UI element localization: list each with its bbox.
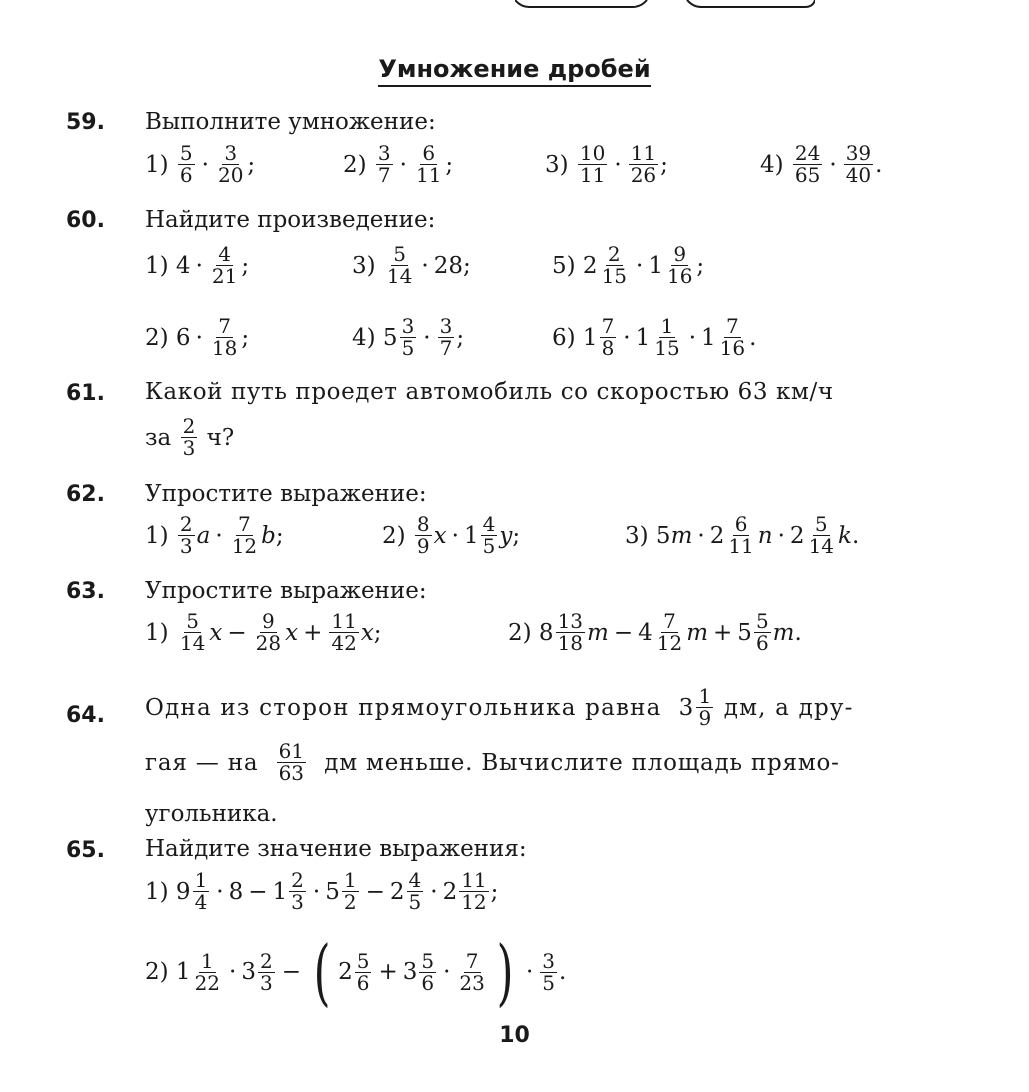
p59-item-2: 2) $\frac{3}{7}$ · $\frac{6}{11}$ ; [343,141,454,187]
problem-number-59: 59. [66,110,105,135]
fraction: $\frac{13}{18}$ [557,609,584,655]
problem-number-65: 65. [66,838,105,863]
fraction: $\frac{6}{11}$ [415,141,442,187]
fraction: $\frac{24}{65}$ [794,141,821,187]
problem-number-60: 60. [66,208,105,233]
fraction: $\frac{5}{6}$ [755,609,769,655]
fraction: $\frac{1}{22}$ [194,948,221,995]
fraction: $\frac{10}{11}$ [579,141,606,187]
fraction: $\frac{4}{5}$ [482,512,496,558]
fraction: $\frac{3}{5}$ [401,314,415,360]
problem-62-text: Упростите выражение: [145,481,427,507]
fraction: $\frac{6}{11}$ [728,512,754,558]
fraction: $\frac{1}{2}$ [343,868,357,914]
p59-item-4: 4) $\frac{24}{65}$ · $\frac{39}{40}$ . [760,141,883,187]
fraction: $\frac{11}{42}$ [331,609,357,655]
fraction: $\frac{3}{7}$ [439,314,453,360]
p62-item-2: 2) $\frac{8}{9}$ x · 1 $\frac{4}{5}$ y ; [382,512,521,558]
fraction: $\frac{3}{20}$ [217,141,244,187]
fraction: $\frac{7}{23}$ [459,948,485,995]
p65-item-1: 1) 9 $\frac{1}{4}$ · 8 − 1 $\frac{2}{3}$ · 5 $\frac{1}{2}$ − 2 $\frac{4}{5}$ · 2 $\frac{11}{12}$ ; [145,868,499,914]
page-number: 10 [499,1023,530,1048]
right-paren: ) [496,930,514,1014]
p65-item-2: 2) 1 $\frac{1}{22}$ · 3 $\frac{2}{3}$ − ( 2 $\frac{5}{6}$ + 3 $\frac{5}{6}$ · $\frac{7}{23}$ ) · $\frac{3}{5}$ . [145,930,567,1014]
fraction: $\frac{3}{5}$ [542,948,556,995]
fraction: $\frac{7}{12}$ [231,512,258,558]
fraction: $\frac{2}{3}$ [291,868,304,914]
fraction: $\frac{61}{63}$ [278,739,305,785]
fraction: $\frac{5}{6}$ [179,141,193,187]
problem-65-text: Найдите значение выражения: [145,836,527,862]
fraction: $\frac{5}{14}$ [386,242,413,288]
fraction: $\frac{5}{6}$ [421,948,435,995]
fraction: $\frac{4}{21}$ [211,242,238,288]
p60-item-5: 5) 2 $\frac{2}{15}$ · 1 $\frac{9}{16}$ ; [552,242,705,288]
fraction: $\frac{11}{12}$ [461,868,487,914]
problem-61-text-2: за $\frac{2}{3}$ ч? [145,414,235,460]
problem-number-62: 62. [66,482,105,507]
fraction: $\frac{1}{4}$ [194,868,208,914]
fraction: $\frac{2}{15}$ [601,242,628,288]
p60-item-6: 6) 1 $\frac{7}{8}$ · 1 $\frac{1}{15}$ · 1 $\frac{7}{16}$ . [552,314,757,360]
p62-item-3: 3) 5 m · 2 $\frac{6}{11}$ n · 2 $\frac{5}{14}$ k . [625,512,860,558]
fraction: $\frac{2}{3}$ [182,414,196,460]
p60-item-4: 4) 5 $\frac{3}{5}$ · $\frac{3}{7}$ ; [352,314,465,360]
fraction: $\frac{2}{3}$ [179,512,193,558]
problem-61-text: Какой путь проедет автомобиль со скоростью 63 км/ч [145,379,834,405]
fraction: $\frac{39}{40}$ [845,141,872,187]
fraction: $\frac{11}{26}$ [630,141,657,187]
problem-number-64: 64. [66,703,105,728]
problem-60-text: Найдите произведение: [145,207,436,233]
left-paren: ( [313,930,331,1014]
fraction: $\frac{7}{16}$ [719,314,746,360]
fraction: $\frac{5}{14}$ [808,512,835,558]
fraction: $\frac{7}{12}$ [656,609,683,655]
fraction: $\frac{7}{8}$ [601,314,615,360]
p62-item-1: 1) $\frac{2}{3}$ a · $\frac{7}{12}$ b ; [145,512,284,558]
fraction: $\frac{9}{16}$ [666,242,693,288]
p63-item-2: 2) 8 $\frac{13}{18}$ m − 4 $\frac{7}{12}$ m + 5 $\frac{5}{6}$ m . [508,609,802,655]
problem-64-line-2: гая — на $\frac{61}{63}$ дм меньше. Вычислите площадь прямо- [145,739,840,785]
problem-59-text: Выполните умножение: [145,109,436,135]
fraction: $\frac{8}{9}$ [416,512,430,558]
section-title: Умножение дробей [0,55,1029,83]
fraction: $\frac{1}{15}$ [654,314,680,360]
fraction: $\frac{5}{14}$ [179,609,206,655]
p60-item-2: 2) 6 · $\frac{7}{18}$ ; [145,314,250,360]
problem-64-line-3: угольника. [145,801,278,827]
problem-64-line-1: Одна из сторон прямоугольника равна 3 $\frac{1}{9}$ дм, а дру- [145,684,854,730]
p59-item-1: 1) $\frac{5}{6}$ · $\frac{3}{20}$ ; [145,141,256,187]
fraction: $\frac{3}{7}$ [377,141,391,187]
fraction: $\frac{7}{18}$ [211,314,238,360]
problem-number-61: 61. [66,381,105,406]
fraction: $\frac{4}{5}$ [408,868,422,914]
p60-item-3: 3) $\frac{5}{14}$ · 28; [352,242,471,288]
problem-number-63: 63. [66,579,105,604]
fraction: $\frac{2}{3}$ [259,948,273,995]
top-cutoff-decoration [515,0,815,8]
p59-item-3: 3) $\frac{10}{11}$ · $\frac{11}{26}$ ; [545,141,668,187]
p63-item-1: 1) $\frac{5}{14}$ x − $\frac{9}{28}$ x + $\frac{11}{42}$ x ; [145,609,382,655]
problem-63-text: Упростите выражение: [145,578,427,604]
fraction: $\frac{1}{9}$ [698,684,712,730]
fraction: $\frac{9}{28}$ [255,609,282,655]
fraction: $\frac{5}{6}$ [356,948,370,995]
p60-item-1: 1) 4 · $\frac{4}{21}$ ; [145,242,250,288]
